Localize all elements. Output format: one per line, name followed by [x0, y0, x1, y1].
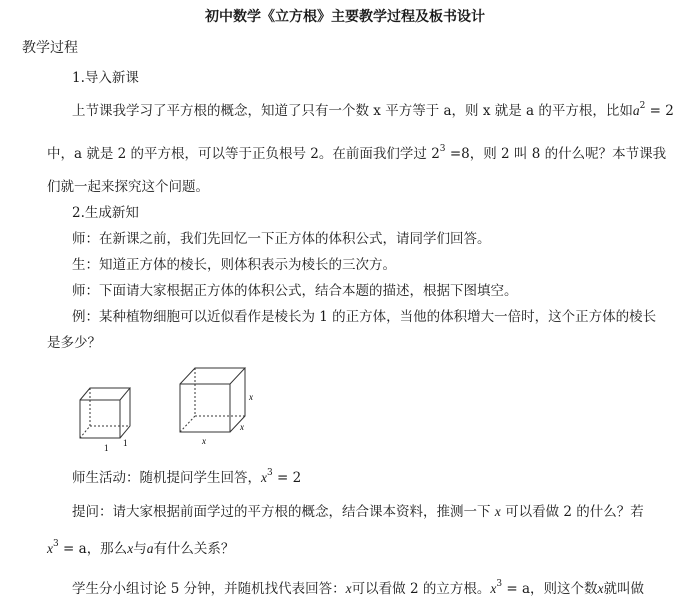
dialogue-line: 师：下面请大家根据正方体的体积公式，结合本题的描述，根据下图填空。	[72, 283, 518, 299]
dialogue-line: 生：知道正方体的棱长，则体积表示为棱长的三次方。	[72, 257, 396, 273]
document-title: 初中数学《立方根》主要教学过程及板书设计	[205, 9, 485, 25]
large-cube-label: x	[240, 422, 244, 432]
example-line: 是多少？	[47, 335, 101, 351]
small-cube-label: 1	[104, 443, 109, 452]
section-heading: 教学过程	[22, 40, 78, 56]
subheading-import: 1.导入新课	[72, 70, 139, 86]
question-line: 提问：请大家根据前面学过的平方根的概念，结合课本资料，推测一下 x 可以看做 2 的什么？若	[72, 504, 644, 520]
large-cube-label: x	[249, 392, 253, 402]
question-line: $x^3 = a$，那么x与a有什么关系？	[47, 539, 235, 557]
subheading-new-knowledge: 2.生成新知	[72, 205, 139, 221]
paragraph-line: 中，a 就是 2 的平方根，可以等于正负根号 2。在前面我们学过 $2^3 =8$，则 2 叫 8 的什么呢？本节课我	[47, 144, 667, 162]
paragraph-line: 们就一起来探究这个问题。	[47, 179, 209, 195]
example-line: 例：某种植物细胞可以近似看作是棱长为 1 的正方体，当他的体积增大一倍时，这个正方体的棱长	[72, 309, 657, 325]
large-cube-label: x	[202, 436, 206, 446]
dialogue-line: 师：在新课之前，我们先回忆一下正方体的体积公式，请同学们回答。	[72, 231, 491, 247]
small-cube	[80, 388, 130, 438]
activity-line: 师生活动：随机提问学生回答，$x^3 = 2$	[72, 468, 302, 486]
large-cube	[180, 368, 245, 432]
small-cube-label: 1	[123, 438, 128, 448]
paragraph-line: 上节课我学习了平方根的概念，知道了只有一个数 x 平方等于 a，则 x 就是 a 的平方根，比如$a^2 = 2$	[72, 101, 674, 119]
answer-line: 学生分小组讨论 5 分钟，并随机找代表回答：x可以看做 2 的立方根。$x^3 = a$，则这个数x就叫做	[72, 579, 645, 597]
cube-figure	[70, 362, 290, 452]
